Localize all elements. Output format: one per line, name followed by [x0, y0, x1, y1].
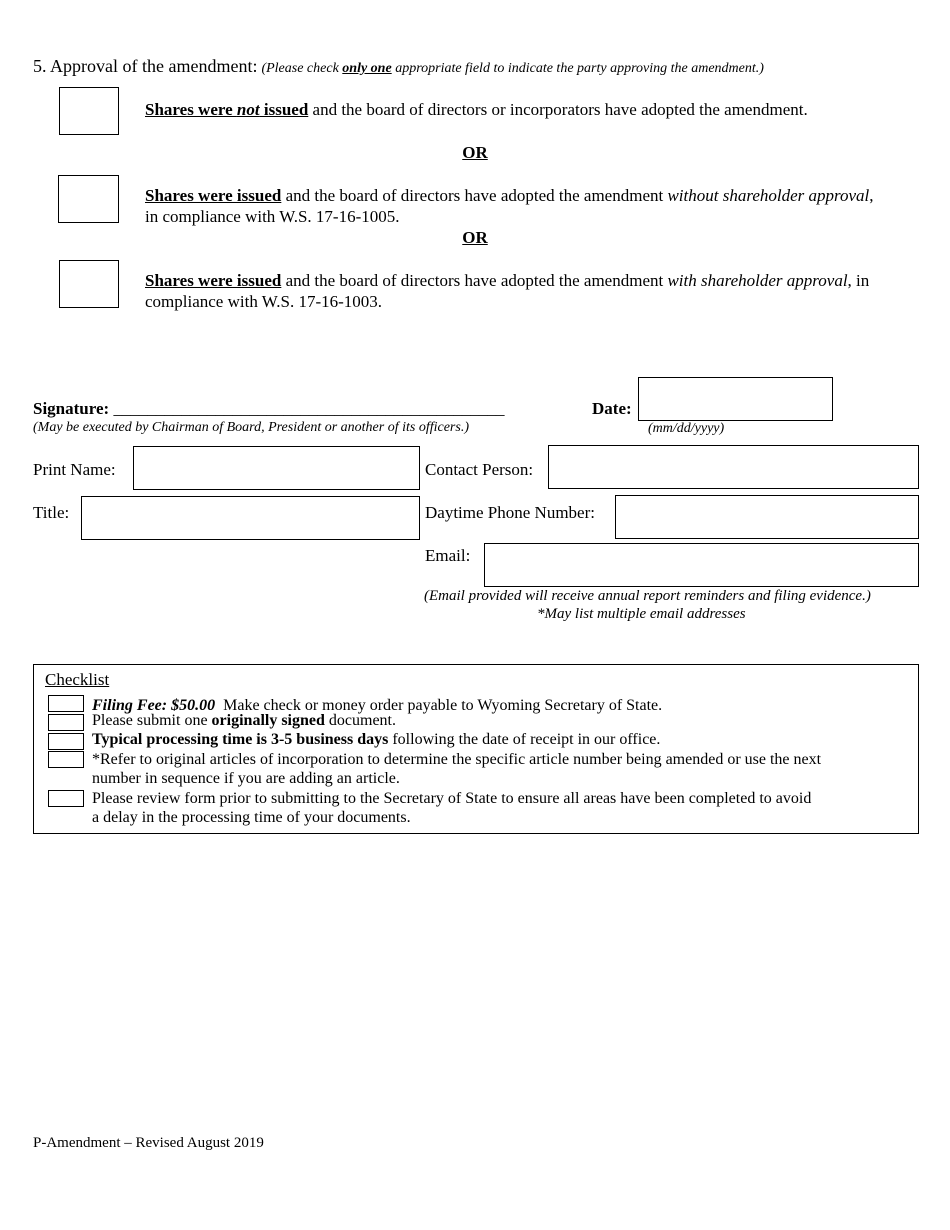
- title-label: Title:: [33, 503, 70, 522]
- option-not-issued-checkbox[interactable]: [59, 87, 119, 135]
- print-name-label: Print Name:: [33, 460, 116, 479]
- contact-person-input[interactable]: [548, 445, 919, 489]
- or-separator: OR: [462, 228, 488, 247]
- email-input[interactable]: [484, 543, 919, 587]
- checklist-checkbox-processing[interactable]: [48, 733, 84, 750]
- signature-row: Signature: ______________________________________________: [33, 399, 505, 418]
- date-format-hint: (mm/dd/yyyy): [648, 421, 725, 436]
- checklist-checkbox-article-number[interactable]: [48, 751, 84, 768]
- title-input[interactable]: [81, 496, 420, 540]
- option-issued-with-approval-text: Shares were issued and the board of directors have adopted the amendment with shareholder approval, in compliance with W.S. 17-16-1003.: [145, 271, 870, 311]
- checklist-item-article-number: *Refer to original articles of incorporation to determine the specific article number being amended or use the next number in sequence if you are adding an article.: [92, 751, 822, 787]
- date-label: Date:: [592, 399, 632, 418]
- checklist-checkbox-original[interactable]: [48, 714, 84, 731]
- checklist-item-filing-fee: Filing Fee: $50.00 Make check or money order payable to Wyoming Secretary of State.: [92, 697, 663, 714]
- option-issued-without-approval-checkbox[interactable]: [58, 175, 119, 223]
- option-not-issued-text: Shares were not issued and the board of directors or incorporators have adopted the amendment.: [145, 100, 808, 119]
- checklist-item-review: Please review form prior to submitting to the Secretary of State to ensure all areas have been completed to avoid a delay in the processing time of your documents.: [92, 790, 812, 826]
- date-input[interactable]: [638, 377, 833, 421]
- print-name-input[interactable]: [133, 446, 420, 490]
- option-issued-without-approval-text: Shares were issued and the board of directors have adopted the amendment without shareholder approval, in compliance with W.S. 17-16-1005.: [145, 186, 874, 226]
- or-separator: OR: [462, 143, 488, 162]
- footer-revision: P-Amendment – Revised August 2019: [33, 1135, 264, 1151]
- signature-line[interactable]: ______________________________________________: [113, 399, 505, 418]
- section-heading: 5. Approval of the amendment: (Please check only one appropriate field to indicate the party approving the amendment.): [33, 56, 764, 76]
- option-issued-with-approval-checkbox[interactable]: [59, 260, 119, 308]
- contact-person-label: Contact Person:: [425, 460, 534, 479]
- daytime-phone-input[interactable]: [615, 495, 919, 539]
- checklist-item-processing: Typical processing time is 3-5 business days following the date of receipt in our office.: [92, 731, 661, 748]
- checklist-checkbox-review[interactable]: [48, 790, 84, 807]
- signature-note: (May be executed by Chairman of Board, President or another of its officers.): [33, 420, 469, 435]
- checklist-checkbox-filing-fee[interactable]: [48, 695, 84, 712]
- checklist-title: Checklist: [45, 670, 110, 689]
- email-label: Email:: [425, 546, 471, 565]
- email-note: (Email provided will receive annual report reminders and filing evidence.): [424, 588, 871, 604]
- checklist-item-original: Please submit one originally signed document.: [92, 712, 396, 729]
- daytime-phone-label: Daytime Phone Number:: [425, 503, 595, 522]
- approval-instruction: (Please check only one appropriate field to indicate the party approving the amendment.): [261, 61, 764, 76]
- email-multi-note: *May list multiple email addresses: [537, 606, 746, 622]
